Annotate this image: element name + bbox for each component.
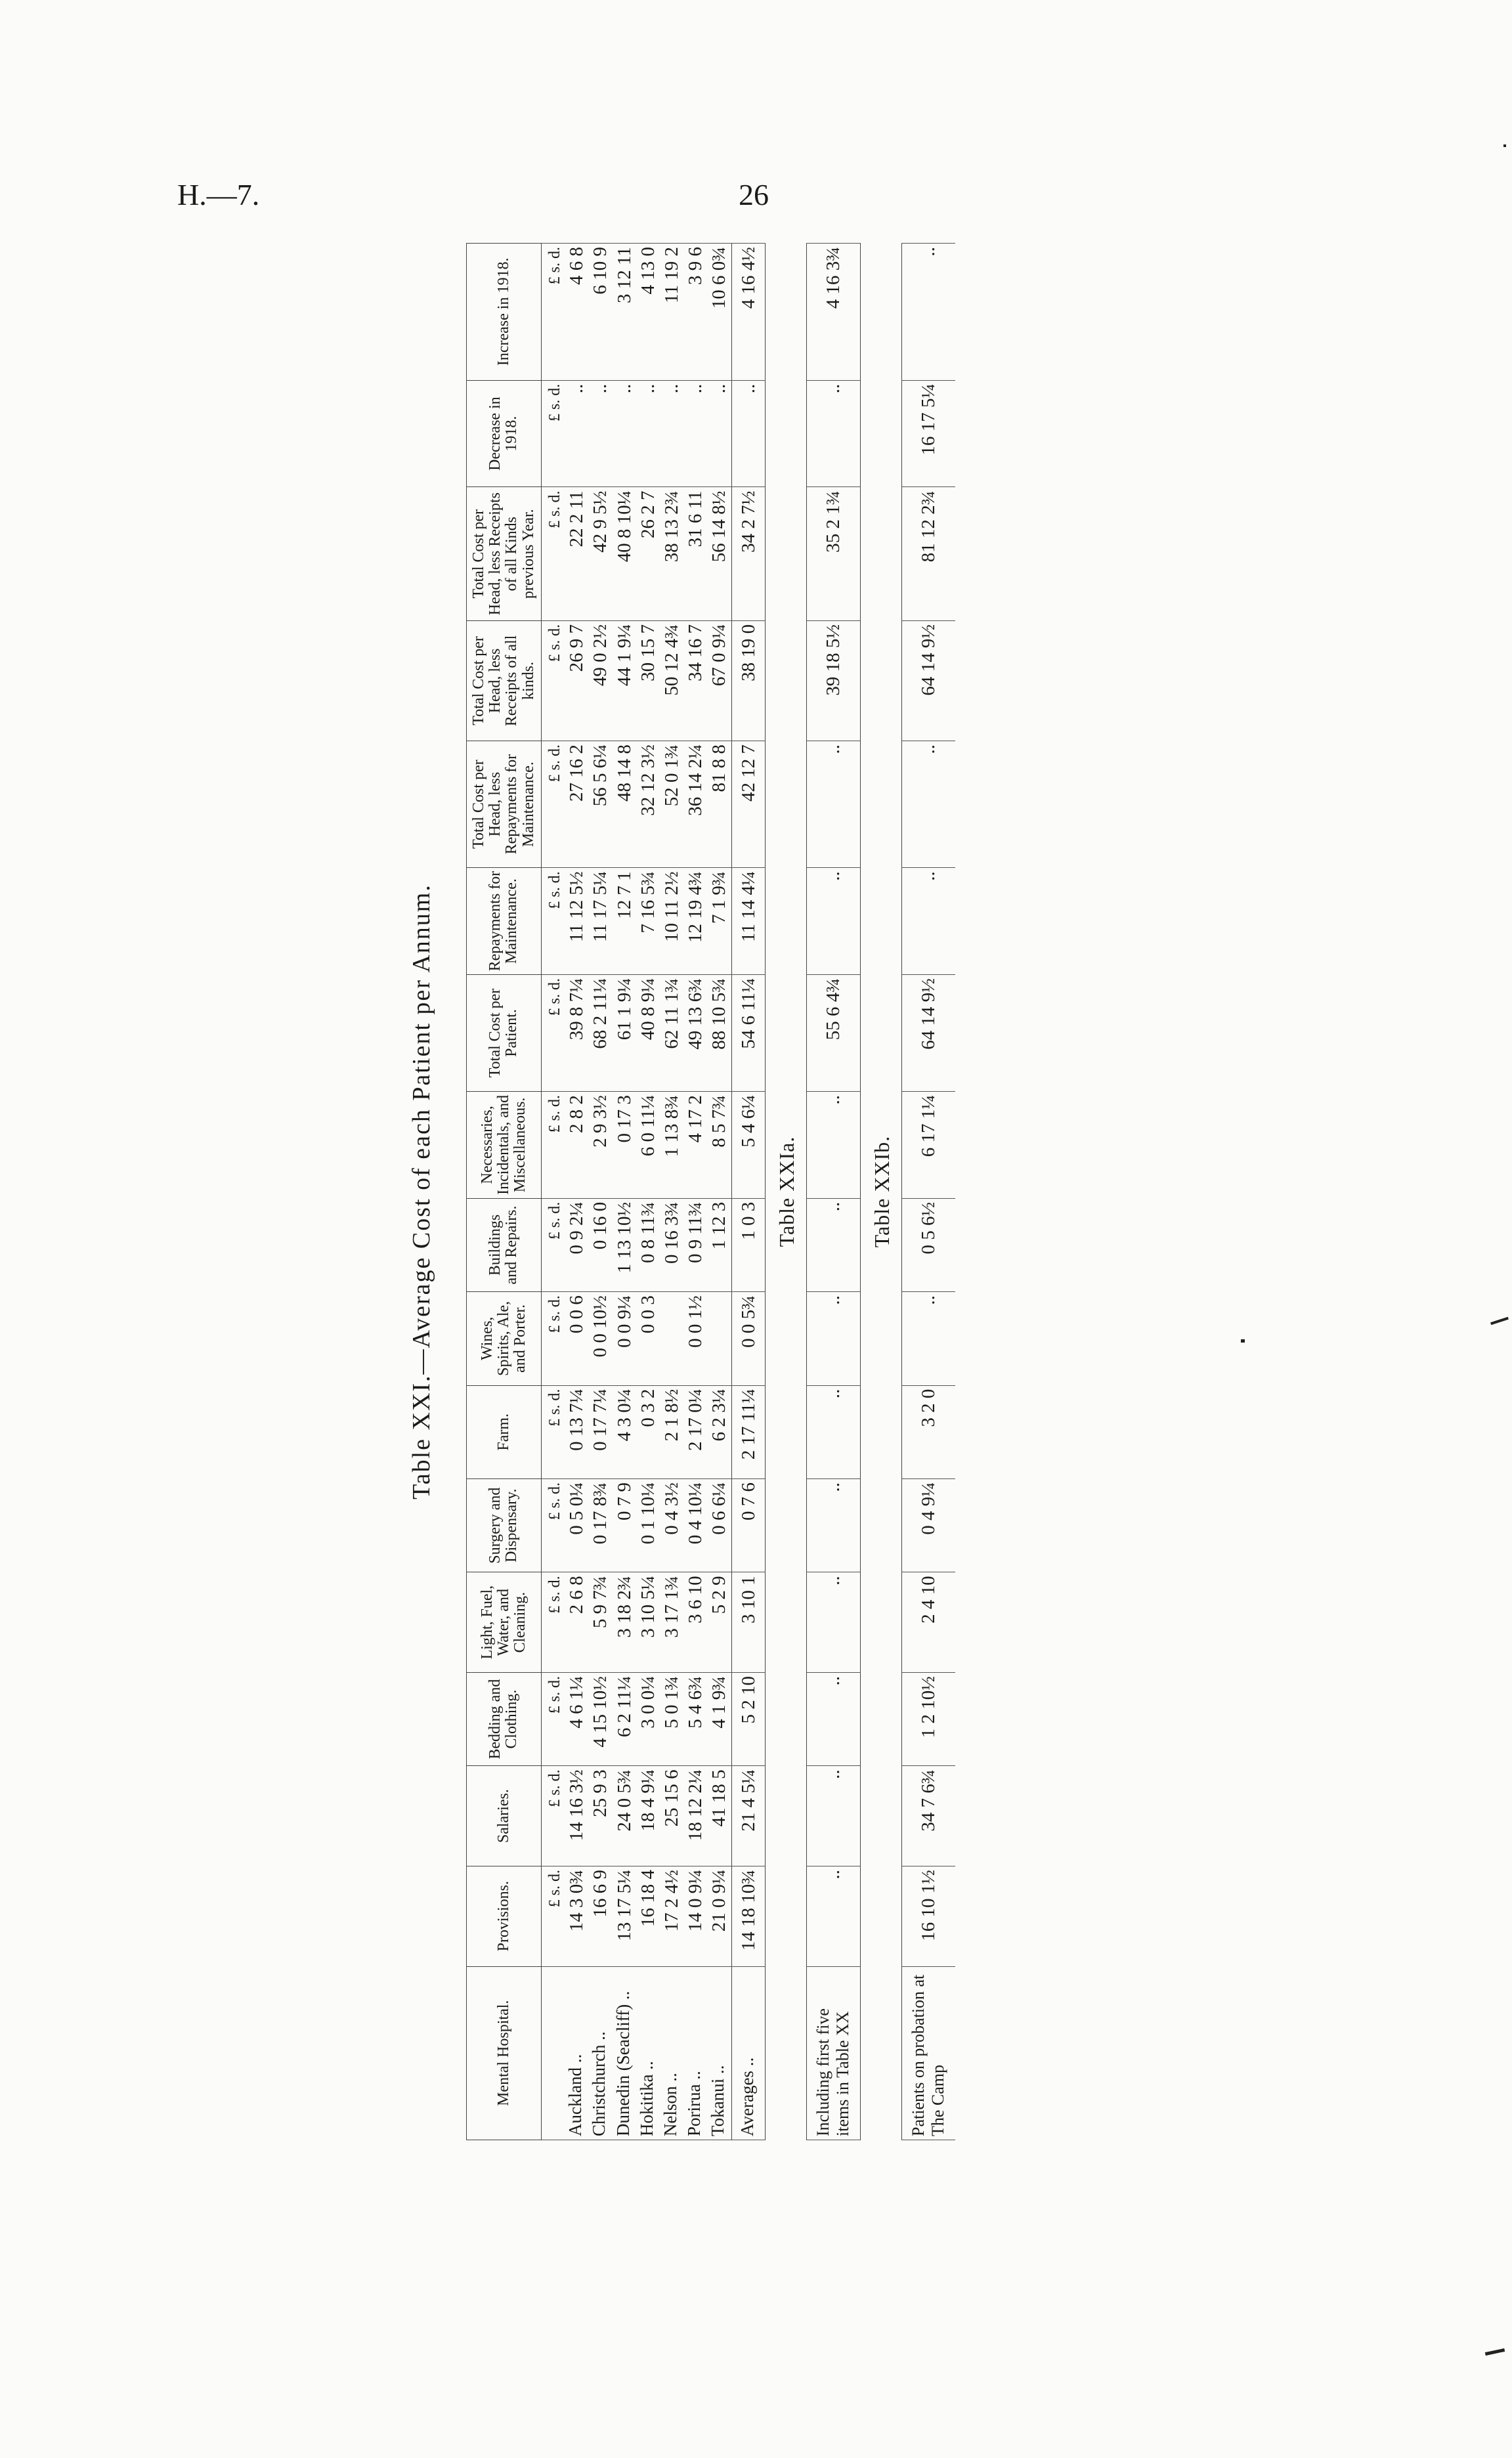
cost-cell: 0 4 9¼ — [901, 1478, 955, 1572]
column-header: Buildings and Repairs. — [467, 1198, 542, 1291]
cost-cell: 49 13 6¾ — [683, 974, 707, 1091]
cost-cell: 6 17 1¼ — [901, 1092, 955, 1199]
unit-cell: £ s. d. — [541, 1092, 565, 1199]
cost-cell: 56 14 8½ — [707, 487, 731, 620]
cost-cell: 61 1 9¼ — [613, 974, 636, 1091]
cost-cell: 1 13 10½ — [613, 1198, 636, 1291]
cost-cell: 2 17 11¼ — [731, 1385, 765, 1478]
column-header: Total Cost per Patient. — [467, 974, 542, 1091]
cost-cell: 13 17 5¼ — [613, 1866, 636, 1966]
cost-cell: 6 0 11¼ — [636, 1092, 660, 1199]
rotated-table-region — [407, 243, 1096, 2140]
table-row — [613, 244, 636, 2140]
cost-cell: 25 15 6 — [660, 1766, 683, 1866]
cost-cell: 3 2 0 — [901, 1385, 955, 1478]
hospital-name-cell: Hokitika .. — [636, 1966, 660, 2140]
cost-cell: 31 6 11 — [683, 487, 707, 620]
unit-cell: £ s. d. — [541, 1478, 565, 1572]
cost-cell: 30 15 7 — [636, 620, 660, 741]
cost-cell: 5 2 10 — [731, 1672, 765, 1765]
column-header-row — [467, 244, 542, 2140]
subtable-title: Table XXIb. — [860, 244, 901, 2140]
ink-speck — [1490, 1317, 1509, 1325]
cost-cell: 0 1 10¼ — [636, 1478, 660, 1572]
cost-cell — [660, 1292, 683, 1385]
cost-cell: 54 6 11¼ — [731, 974, 765, 1091]
cost-cell: 39 8 7¼ — [565, 974, 588, 1091]
cost-cell: 27 16 2 — [565, 741, 588, 867]
cost-cell: 22 2 11 — [565, 487, 588, 620]
cost-cell: 25 9 3 — [588, 1766, 612, 1866]
cost-cell: 12 7 1 — [613, 868, 636, 975]
cost-cell: 18 12 2¼ — [683, 1766, 707, 1866]
cost-cell: 3 18 2¾ — [613, 1572, 636, 1673]
page-number: 26 — [739, 178, 769, 211]
cost-cell: 0 17 7¼ — [588, 1385, 612, 1478]
cost-cell: .. — [806, 1292, 860, 1385]
cost-cell: 6 10 9 — [588, 244, 612, 381]
cost-cell: 0 17 8¾ — [588, 1478, 612, 1572]
column-header: Increase in 1918. — [467, 244, 542, 381]
hospital-name-cell: Porirua .. — [683, 1966, 707, 2140]
column-header: Provisions. — [467, 1866, 542, 1966]
cost-cell: 8 5 7¾ — [707, 1092, 731, 1199]
cost-cell: 0 17 3 — [613, 1092, 636, 1199]
cost-cell: .. — [588, 380, 612, 487]
cost-cell: 0 4 3½ — [660, 1478, 683, 1572]
cost-cell: 56 5 6¼ — [588, 741, 612, 867]
cost-cell: 16 17 5¼ — [901, 380, 955, 487]
ink-speck — [1485, 2348, 1505, 2356]
cost-cell: 6 2 11¼ — [613, 1672, 636, 1765]
cost-cell: 16 18 4 — [636, 1866, 660, 1966]
cost-cell: 3 10 1 — [731, 1572, 765, 1673]
ink-speck — [1241, 1339, 1245, 1343]
unit-cell: £ s. d. — [541, 1385, 565, 1478]
cost-cell: 11 19 2 — [660, 244, 683, 381]
cost-cell: 0 7 9 — [613, 1478, 636, 1572]
cost-cell: 55 6 4¾ — [806, 974, 860, 1091]
cost-cell: 0 16 3¾ — [660, 1198, 683, 1291]
cost-cell: 34 2 7½ — [731, 487, 765, 620]
ink-speck — [1503, 144, 1506, 147]
cost-cell: 0 6 6¼ — [707, 1478, 731, 1572]
unit-cell: £ s. d. — [541, 974, 565, 1091]
table-row — [565, 244, 588, 2140]
hospital-name-cell: Including first five items in Table XX — [806, 1966, 860, 2140]
column-header: Total Cost per Head, less Repayments for Maintenance. — [467, 741, 542, 867]
running-header: H.—7. — [177, 178, 260, 211]
unit-cell: £ s. d. — [541, 868, 565, 975]
unit-cell: £ s. d. — [541, 1572, 565, 1673]
cost-cell: 17 2 4½ — [660, 1866, 683, 1966]
column-header: Surgery and Dispensary. — [467, 1478, 542, 1572]
cost-cell: 36 14 2¼ — [683, 741, 707, 867]
cost-cell: .. — [806, 1866, 860, 1966]
unit-cell: £ s. d. — [541, 1198, 565, 1291]
cost-cell: 26 2 7 — [636, 487, 660, 620]
column-header: Wines, Spirits, Ale, and Porter. — [467, 1292, 542, 1385]
cost-cell: 38 13 2¾ — [660, 487, 683, 620]
cost-cell: 5 0 1¾ — [660, 1672, 683, 1765]
cost-cell: 0 0 10½ — [588, 1292, 612, 1385]
cost-cell: .. — [731, 380, 765, 487]
cost-cell: 42 9 5½ — [588, 487, 612, 620]
cost-cell: 21 0 9¼ — [707, 1866, 731, 1966]
column-header: Farm. — [467, 1385, 542, 1478]
cost-cell: 34 16 7 — [683, 620, 707, 741]
cost-cell: .. — [806, 868, 860, 975]
cost-cell: 0 3 2 — [636, 1385, 660, 1478]
cost-cell: .. — [806, 1092, 860, 1199]
cost-cell: 3 9 6 — [683, 244, 707, 381]
cost-cell: 18 4 9¼ — [636, 1766, 660, 1866]
hospital-name-cell: Auckland .. — [565, 1966, 588, 2140]
cost-cell: 6 2 3¼ — [707, 1385, 731, 1478]
cost-cell: 81 8 8 — [707, 741, 731, 867]
hospital-name-cell: Christchurch .. — [588, 1966, 612, 2140]
cost-cell: 1 2 10½ — [901, 1672, 955, 1765]
unit-cell: £ s. d. — [541, 1866, 565, 1966]
column-header: Repayments for Maintenance. — [467, 868, 542, 975]
cost-cell: 64 14 9½ — [901, 620, 955, 741]
cost-cell: .. — [565, 380, 588, 487]
hospital-name-cell: Averages .. — [731, 1966, 765, 2140]
cost-cell: 49 0 2½ — [588, 620, 612, 741]
cost-cell: 2 9 3½ — [588, 1092, 612, 1199]
cost-cell: 0 5 6½ — [901, 1198, 955, 1291]
cost-cell: 48 14 8 — [613, 741, 636, 867]
column-header: Mental Hospital. — [467, 1966, 542, 2140]
cost-cell: 5 9 7¾ — [588, 1572, 612, 1673]
cost-cell: 11 14 4¼ — [731, 868, 765, 975]
cost-cell: 4 16 4½ — [731, 244, 765, 381]
table-xxib-row — [901, 244, 955, 2140]
cost-cell: 88 10 5¾ — [707, 974, 731, 1091]
cost-cell: .. — [683, 380, 707, 487]
cost-cell: 1 13 8¾ — [660, 1092, 683, 1199]
cost-cell: 0 8 11¾ — [636, 1198, 660, 1291]
cost-cell: 39 18 5½ — [806, 620, 860, 741]
cost-cell: 3 6 10 — [683, 1572, 707, 1673]
cost-cell: 2 8 2 — [565, 1092, 588, 1199]
column-header: Salaries. — [467, 1766, 542, 1866]
cost-cell: .. — [806, 1198, 860, 1291]
cost-cell: 2 6 8 — [565, 1572, 588, 1673]
cost-cell: 0 16 0 — [588, 1198, 612, 1291]
cost-cell: 5 2 9 — [707, 1572, 731, 1673]
cost-cell: 67 0 9¼ — [707, 620, 731, 741]
table-xxia-row — [806, 244, 860, 2140]
hospital-name-cell: Tokanui .. — [707, 1966, 731, 2140]
cost-cell: .. — [806, 1766, 860, 1866]
table-row — [683, 244, 707, 2140]
cost-cell: 52 0 1¾ — [660, 741, 683, 867]
unit-cell: £ s. d. — [541, 620, 565, 741]
cost-cell: 4 6 1¼ — [565, 1672, 588, 1765]
cost-cell: 4 13 0 — [636, 244, 660, 381]
cost-cell: 16 6 9 — [588, 1866, 612, 1966]
cost-cell: 10 11 2½ — [660, 868, 683, 975]
cost-cell: 16 10 1½ — [901, 1866, 955, 1966]
column-header: Total Cost per Head, less Receipts of all Kinds previous Year. — [467, 487, 542, 620]
cost-cell: 5 4 6¾ — [683, 1672, 707, 1765]
cost-cell: .. — [901, 1292, 955, 1385]
cost-cell: 14 18 10¾ — [731, 1866, 765, 1966]
cost-cell: .. — [806, 380, 860, 487]
cost-cell: 0 0 1½ — [683, 1292, 707, 1385]
cost-cell: 4 3 0¼ — [613, 1385, 636, 1478]
unit-cell — [541, 1966, 565, 2140]
cost-cell: 50 12 4¾ — [660, 620, 683, 741]
cost-cell: 26 9 7 — [565, 620, 588, 741]
unit-cell: £ s. d. — [541, 244, 565, 381]
cost-cell: 4 16 3¾ — [806, 244, 860, 381]
cost-cell: 42 12 7 — [731, 741, 765, 867]
table-title: Table XXI.—Average Cost of each Patient per Annum. — [408, 884, 435, 1499]
unit-cell: £ s. d. — [541, 1766, 565, 1866]
unit-cell: £ s. d. — [541, 1292, 565, 1385]
cost-cell: 3 12 11 — [613, 244, 636, 381]
averages-row — [731, 244, 765, 2140]
subtable-title: Table XXIa. — [765, 244, 806, 2140]
cost-cell: 2 17 0¼ — [683, 1385, 707, 1478]
cost-cell: 1 0 3 — [731, 1198, 765, 1291]
subtable-title-row — [860, 244, 901, 2140]
cost-cell: 1 12 3 — [707, 1198, 731, 1291]
cost-cell: .. — [901, 244, 955, 381]
unit-cell: £ s. d. — [541, 380, 565, 487]
cost-cell: 0 7 6 — [731, 1478, 765, 1572]
column-header: Bedding and Clothing. — [467, 1672, 542, 1765]
cost-cell: 4 1 9¾ — [707, 1672, 731, 1765]
cost-cell: .. — [636, 380, 660, 487]
cost-cell: 64 14 9½ — [901, 974, 955, 1091]
cost-cell: .. — [901, 741, 955, 867]
cost-cell: 44 1 9¼ — [613, 620, 636, 741]
cost-cell: 68 2 11¼ — [588, 974, 612, 1091]
cost-cell: .. — [806, 1572, 860, 1673]
cost-cell: 12 19 4¾ — [683, 868, 707, 975]
cost-cell: 14 0 9¼ — [683, 1866, 707, 1966]
cost-cell: 0 0 5¾ — [731, 1292, 765, 1385]
cost-cell: 3 17 1¾ — [660, 1572, 683, 1673]
cost-cell: 40 8 9¼ — [636, 974, 660, 1091]
cost-cell: 40 8 10¼ — [613, 487, 636, 620]
cost-cell: 4 15 10½ — [588, 1672, 612, 1765]
table-row — [707, 244, 731, 2140]
column-header: Necessaries, Incidentals, and Miscellaneous. — [467, 1092, 542, 1199]
cost-cell: 35 2 1¾ — [806, 487, 860, 620]
cost-cell: 3 10 5¼ — [636, 1572, 660, 1673]
unit-cell: £ s. d. — [541, 487, 565, 620]
cost-cell: 3 0 0¼ — [636, 1672, 660, 1765]
subtable-title-row — [765, 244, 806, 2140]
cost-cell: 4 17 2 — [683, 1092, 707, 1199]
average-cost-table — [466, 243, 955, 2140]
cost-cell: 4 6 8 — [565, 244, 588, 381]
cost-cell: 2 4 10 — [901, 1572, 955, 1673]
cost-cell: 38 19 0 — [731, 620, 765, 741]
cost-cell: .. — [901, 868, 955, 975]
cost-cell: 34 7 6¾ — [901, 1766, 955, 1866]
cost-cell: 0 13 7¼ — [565, 1385, 588, 1478]
cost-cell: 2 1 8½ — [660, 1385, 683, 1478]
cost-cell: 32 12 3½ — [636, 741, 660, 867]
cost-cell: 0 0 6 — [565, 1292, 588, 1385]
cost-cell: 81 12 2¾ — [901, 487, 955, 620]
table-row — [660, 244, 683, 2140]
table-row — [636, 244, 660, 2140]
cost-cell: .. — [806, 741, 860, 867]
cost-cell: 14 16 3½ — [565, 1766, 588, 1866]
cost-cell — [707, 1292, 731, 1385]
cost-cell: .. — [707, 380, 731, 487]
cost-cell: .. — [806, 1672, 860, 1765]
cost-cell: .. — [613, 380, 636, 487]
cost-cell: 0 5 0¼ — [565, 1478, 588, 1572]
cost-cell: 0 9 2¼ — [565, 1198, 588, 1291]
hospital-name-cell: Patients on probation at The Camp — [901, 1966, 955, 2140]
cost-cell: 0 0 3 — [636, 1292, 660, 1385]
cost-cell: 10 6 0¾ — [707, 244, 731, 381]
cost-cell: 11 12 5½ — [565, 868, 588, 975]
cost-cell: 11 17 5¼ — [588, 868, 612, 975]
cost-cell: 21 4 5¼ — [731, 1766, 765, 1866]
cost-cell: 7 1 9¾ — [707, 868, 731, 975]
cost-cell: 41 18 5 — [707, 1766, 731, 1866]
cost-cell: 5 4 6¼ — [731, 1092, 765, 1199]
column-header: Light, Fuel, Water, and Cleaning. — [467, 1572, 542, 1673]
cost-cell: .. — [806, 1478, 860, 1572]
hospital-name-cell: Dunedin (Seacliff) .. — [613, 1966, 636, 2140]
table-row — [588, 244, 612, 2140]
unit-cell: £ s. d. — [541, 741, 565, 867]
unit-cell: £ s. d. — [541, 1672, 565, 1765]
cost-cell: 62 11 1¾ — [660, 974, 683, 1091]
cost-cell: 0 0 9¼ — [613, 1292, 636, 1385]
cost-cell: 14 3 0¾ — [565, 1866, 588, 1966]
column-header: Total Cost per Head, less Receipts of all kinds. — [467, 620, 542, 741]
cost-cell: .. — [806, 1385, 860, 1478]
column-header: Decrease in 1918. — [467, 380, 542, 487]
hospital-name-cell: Nelson .. — [660, 1966, 683, 2140]
units-row — [541, 244, 565, 2140]
cost-cell: 0 9 11¾ — [683, 1198, 707, 1291]
cost-cell: 7 16 5¾ — [636, 868, 660, 975]
cost-cell: .. — [660, 380, 683, 487]
cost-cell: 0 4 10¼ — [683, 1478, 707, 1572]
cost-cell: 24 0 5¾ — [613, 1766, 636, 1866]
